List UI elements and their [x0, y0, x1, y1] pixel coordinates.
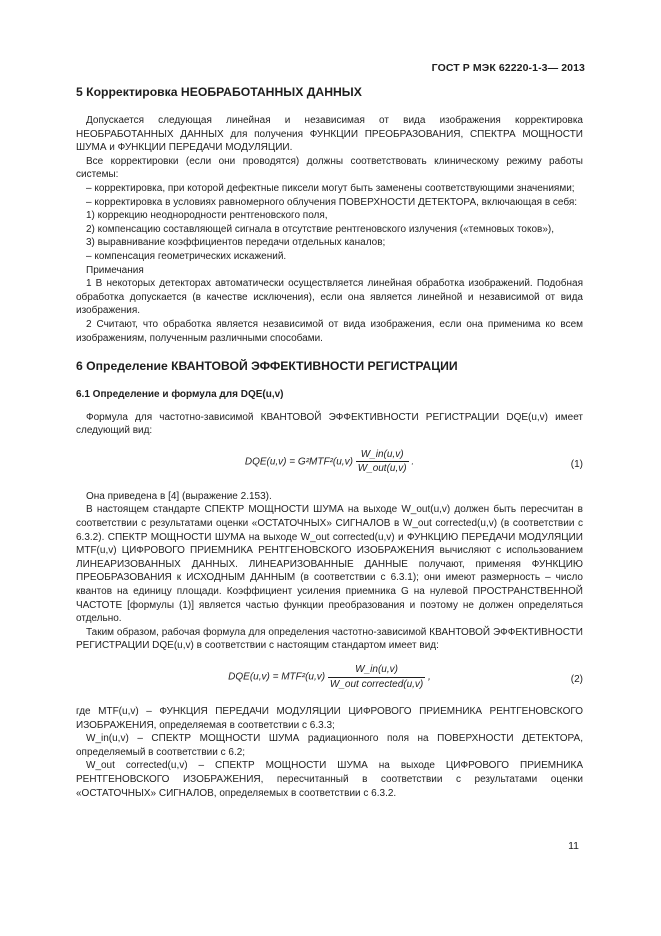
- formula-2-lhs: DQE(u,v) = MTF²(u,v): [228, 671, 326, 683]
- formula-2-denominator: W_out corrected(u,v): [329, 678, 424, 690]
- formula-2: [76, 663, 583, 699]
- definition: где MTF(u,v) – ФУНКЦИЯ ПЕРЕДАЧИ МОДУЛЯЦИИ ЦИФРОВОГО ПРИЕМНИКА РЕНТГЕНОВСКОГО ИЗОБРАЖЕНИЯ, определяемая в соответствии с 6.3.3;: [76, 706, 583, 731]
- sub-list-item: 2) компенсацию составляющей сигнала в отсутствие рентгеновского излучения («темновых токов»),: [86, 223, 555, 235]
- formula-2-numerator: W_in(u,v): [328, 663, 425, 678]
- section-5-title: 5 Корректировка НЕОБРАБОТАННЫХ ДАННЫХ: [76, 85, 362, 99]
- paragraph: Она приведена в [4] (выражение 2.153).: [86, 490, 272, 502]
- formula-1-denominator: W_out(u,v): [357, 463, 407, 475]
- section-6-title: 6 Определение КВАНТОВОЙ ЭФФЕКТИВНОСТИ РЕГИСТРАЦИИ: [76, 359, 458, 374]
- paragraph: В настоящем стандарте СПЕКТР МОЩНОСТИ ШУМА на выходе W_out(u,v) должен быть пересчитан в соответствии с результатами оценки «ОСТАТОЧНЫХ» СИГНАЛОВ в W_out corrected(u,v) (в соответствии с 6.3.2). СПЕКТР МОЩНОСТИ ШУМА на выходе W_out corrected(u,v) и ФУНКЦИЮ ПЕРЕДАЧИ МОДУЛЯЦИИ MTF(u,v) ЦИФРОВОГО ПРИЕМНИКА РЕНТГЕНОВСКОГО ИЗОБРАЖЕНИЯ вычисляют с использованием ЛИНЕАРИЗОВАННЫХ ДАННЫХ. ЛИНЕАРИЗОВАННЫЕ ДАННЫЕ получают, применяя ФУНКЦИЮ ПРЕОБРАЗОВАНИЯ к ИСХОДНЫМ ДАННЫМ (в соответствии с 6.3.1); они имеют размерность – число квантов на единицу площади. Коэффициент усиления приемника G на нулевой ПРОСТРАНСТВЕННОЙ ЧАСТОТЕ [формулы (1)] является частью функции преобразования и поэтому не должен определяться отдельно.: [76, 504, 583, 625]
- notes-title: Примечания: [86, 264, 144, 276]
- paragraph: Формула для частотно-зависимой КВАНТОВОЙ ЭФФЕКТИВНОСТИ РЕГИСТРАЦИИ DQE(u,v) имеет следующий вид:: [76, 411, 583, 437]
- list-item: – корректировка, при которой дефектные пиксели могут быть заменены соответствующими значениями;: [86, 182, 575, 194]
- paragraph: Допускается следующая линейная и независимая от вида изображения корректировка НЕОБРАБОТАННЫХ ДАННЫХ для получения ФУНКЦИИ ПРЕОБРАЗОВАНИЯ, СПЕКТРА МОЩНОСТИ ШУМА и ФУНКЦИИ ПЕРЕДАЧИ МОДУЛЯЦИИ.: [76, 115, 583, 154]
- formula-1: [76, 448, 583, 484]
- paragraph: Все корректировки (если они проводятся) должны соответствовать клиническому режиму работы системы:: [76, 155, 583, 181]
- formula-1-tail: .: [411, 456, 415, 468]
- paragraph: Таким образом, рабочая формула для определения частотно-зависимой КВАНТОВОЙ ЭФФЕКТИВНОСТИ РЕГИСТРАЦИИ DQE(u,v) в соответствии с настоящим стандартом имеет вид:: [76, 626, 583, 652]
- formula-1-lhs: DQE(u,v) = G²MTF²(u,v): [244, 456, 353, 468]
- definition: W_in(u,v) – СПЕКТР МОЩНОСТИ ШУМА радиационного поля на ПОВЕРХНОСТИ ДЕТЕКТОРА, определяемый в соответствии с 6.2;: [76, 733, 583, 758]
- formula-1-number: (1): [570, 458, 583, 470]
- note-2: 2 Считают, что обработка является независимой от вида изображения, если она применима ко всем изображениям, полученным различными способами.: [76, 318, 583, 344]
- list-item: – корректировка в условиях равномерного облучения ПОВЕРХНОСТИ ДЕТЕКТОРА, включающая в себя:: [86, 196, 578, 208]
- formula-2-number: (2): [570, 674, 583, 685]
- formula-2-tail: ,: [428, 671, 431, 683]
- formula-2-fraction: [328, 663, 425, 691]
- sub-list-item: 1) коррекцию неоднородности рентгеновского поля,: [86, 210, 328, 222]
- page-content: [76, 84, 583, 800]
- definition: W_out corrected(u,v) – СПЕКТР МОЩНОСТИ ШУМА на выходе ЦИФРОВОГО ПРИЕМНИКА РЕНТГЕНОВСКОГО ИЗОБРАЖЕНИЯ, пересчитанный в соответствии с результатами оценки «ОСТАТОЧНЫХ» СИГНАЛОВ, определяемых в соответствии с 6.3.2.: [76, 760, 583, 799]
- list-item: – компенсация геометрических искажений.: [86, 250, 287, 262]
- standard-header: ГОСТ Р МЭК 62220-1-3— 2013: [431, 62, 585, 74]
- formula-1-numerator: W_in(u,v): [356, 448, 409, 463]
- note-1: 1 В некоторых детекторах автоматически осуществляется линейная обработка изображений. Подобная обработка допускается (в качестве исключения), если она является линейной и независимой от вида изображения.: [76, 278, 583, 317]
- formula-1-fraction: [356, 448, 409, 476]
- sub-list-item: 3) выравнивание коэффициентов передачи отдельных каналов;: [86, 237, 386, 249]
- subsection-6-1-title: 6.1 Определение и формула для DQE(u,v): [76, 389, 284, 401]
- page-number: 11: [568, 840, 579, 852]
